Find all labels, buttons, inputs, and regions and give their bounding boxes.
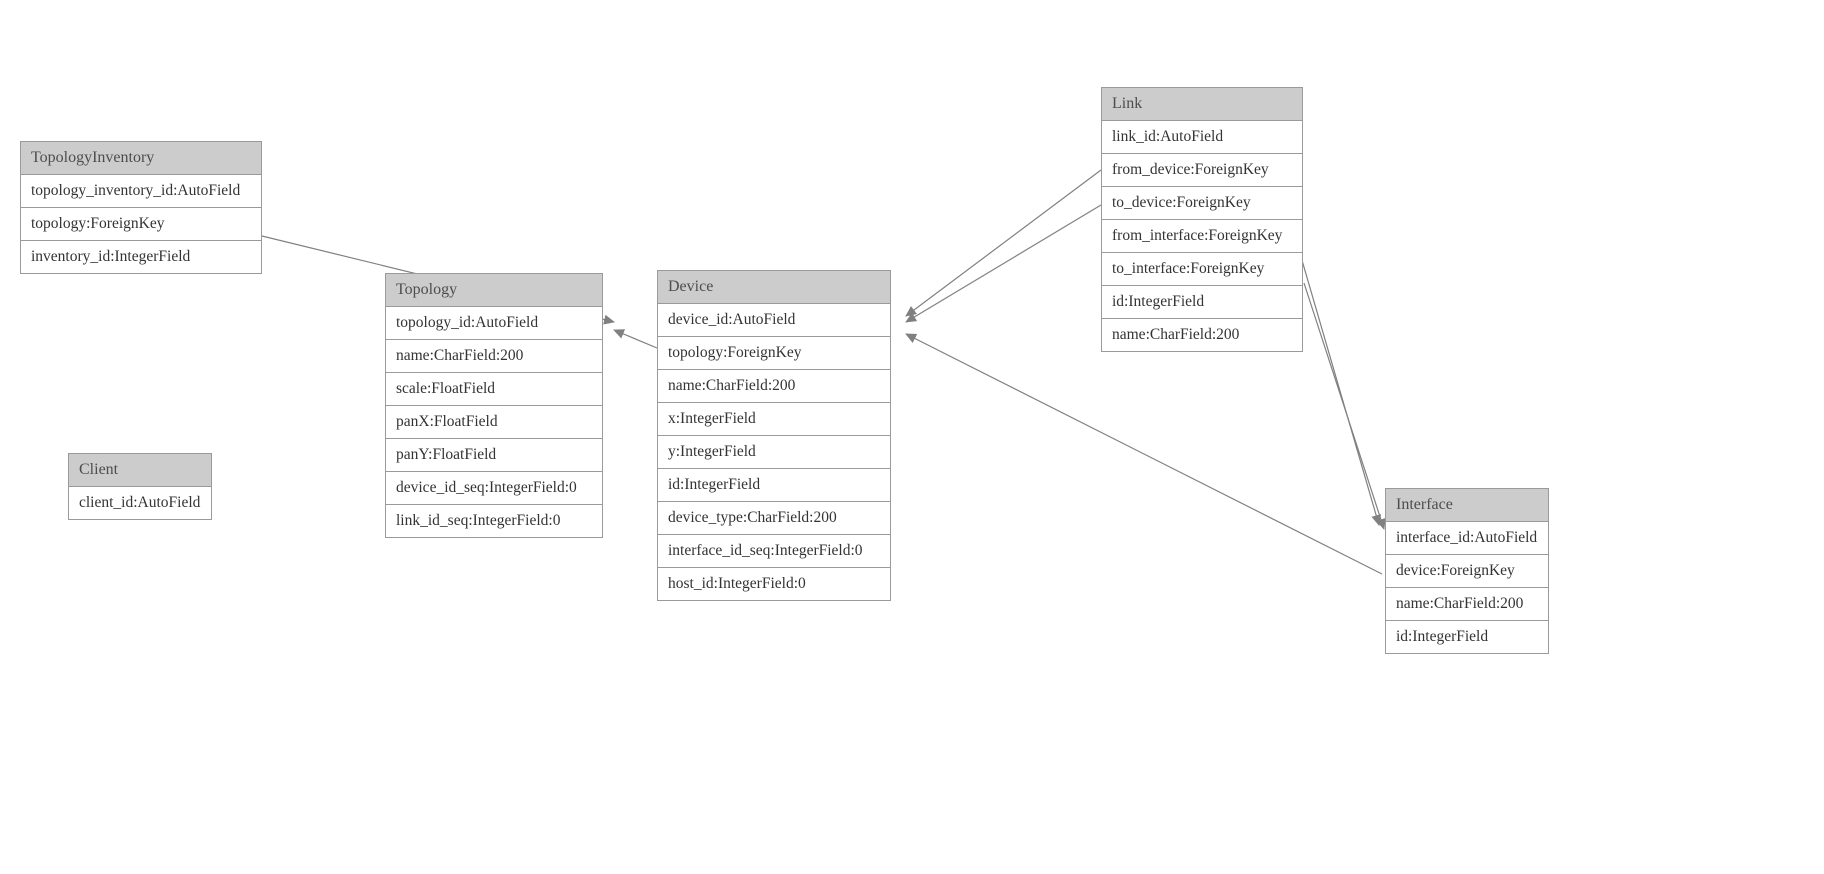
- edge-link-to-interface: [1304, 283, 1384, 529]
- entity-title: TopologyInventory: [21, 142, 261, 175]
- entity-field: client_id:AutoField: [69, 487, 211, 519]
- entity-field: link_id:AutoField: [1102, 121, 1302, 154]
- entity-interface[interactable]: [1385, 488, 1549, 654]
- entity-field: device_id_seq:IntegerField:0: [386, 472, 602, 505]
- entity-title: Topology: [386, 274, 602, 307]
- entity-field: inventory_id:IntegerField: [21, 241, 261, 273]
- entity-field: from_interface:ForeignKey: [1102, 220, 1302, 253]
- edge-interface-device: [906, 334, 1382, 574]
- entity-title: Client: [69, 454, 211, 487]
- entity-field: host_id:IntegerField:0: [658, 568, 890, 600]
- entity-field: to_interface:ForeignKey: [1102, 253, 1302, 286]
- entity-field: topology:ForeignKey: [658, 337, 890, 370]
- entity-device[interactable]: [657, 270, 891, 601]
- entity-field: x:IntegerField: [658, 403, 890, 436]
- entity-field: to_device:ForeignKey: [1102, 187, 1302, 220]
- entity-field: panX:FloatField: [386, 406, 602, 439]
- edge-device-topology: [614, 330, 657, 348]
- entity-topologyinventory[interactable]: [20, 141, 262, 274]
- entity-field: scale:FloatField: [386, 373, 602, 406]
- edge-link-from-interface: [1299, 250, 1379, 525]
- entity-field: interface_id_seq:IntegerField:0: [658, 535, 890, 568]
- entity-field: panY:FloatField: [386, 439, 602, 472]
- entity-field: id:IntegerField: [1386, 621, 1548, 653]
- edge-link-to-device: [906, 205, 1101, 322]
- entity-field: device:ForeignKey: [1386, 555, 1548, 588]
- entity-field: link_id_seq:IntegerField:0: [386, 505, 602, 537]
- entity-link[interactable]: [1101, 87, 1303, 352]
- entity-field: interface_id:AutoField: [1386, 522, 1548, 555]
- edge-link-from-device: [906, 170, 1101, 316]
- entity-field: id:IntegerField: [1102, 286, 1302, 319]
- entity-title: Interface: [1386, 489, 1548, 522]
- entity-field: from_device:ForeignKey: [1102, 154, 1302, 187]
- entity-field: device_id:AutoField: [658, 304, 890, 337]
- entity-client[interactable]: [68, 453, 212, 520]
- entity-field: id:IntegerField: [658, 469, 890, 502]
- entity-field: topology_inventory_id:AutoField: [21, 175, 261, 208]
- entity-title: Link: [1102, 88, 1302, 121]
- entity-field: name:CharField:200: [1386, 588, 1548, 621]
- entity-field: topology:ForeignKey: [21, 208, 261, 241]
- entity-field: name:CharField:200: [1102, 319, 1302, 351]
- entity-field: name:CharField:200: [658, 370, 890, 403]
- entity-field: topology_id:AutoField: [386, 307, 602, 340]
- entity-field: y:IntegerField: [658, 436, 890, 469]
- entity-title: Device: [658, 271, 890, 304]
- entity-topology[interactable]: [385, 273, 603, 538]
- entity-field: name:CharField:200: [386, 340, 602, 373]
- entity-field: device_type:CharField:200: [658, 502, 890, 535]
